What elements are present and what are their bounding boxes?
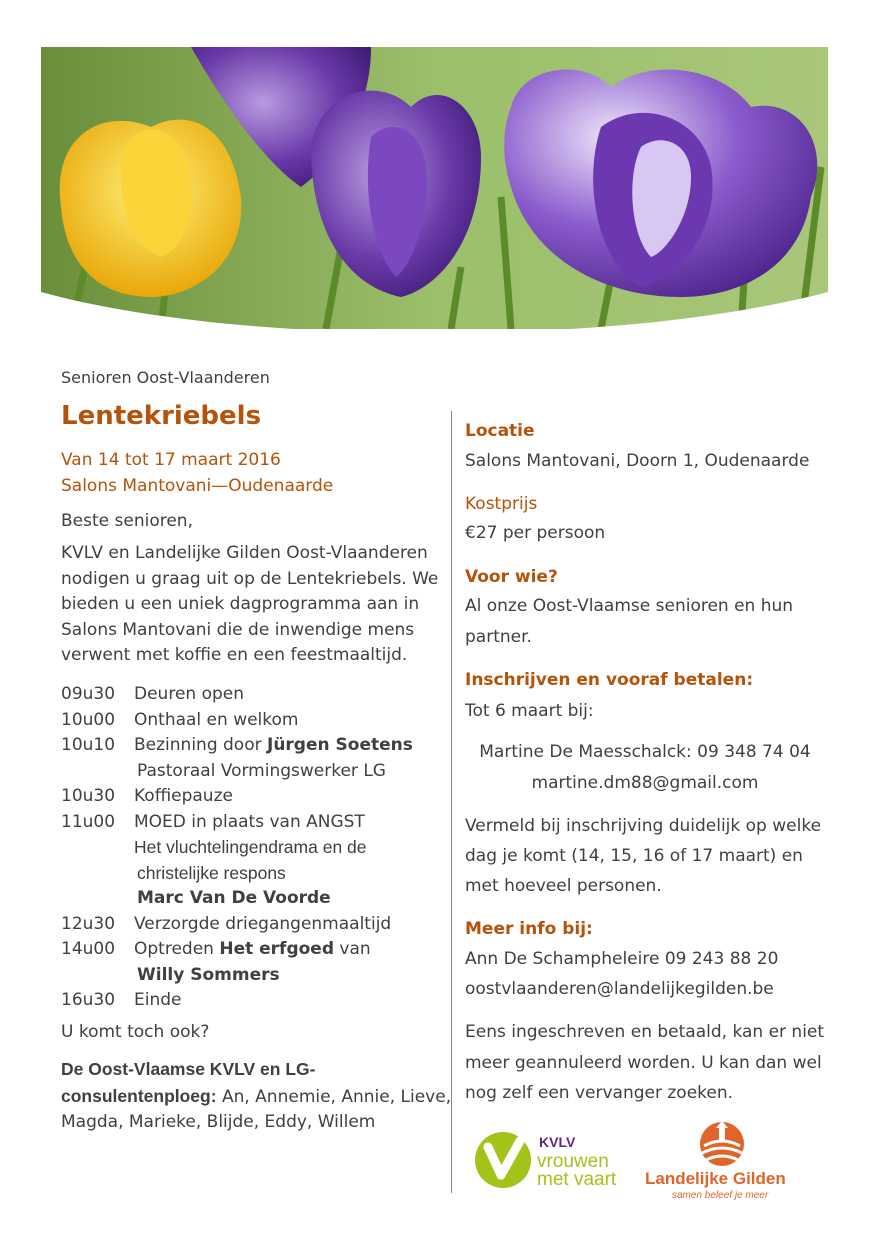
- kvlv-logo-line: vrouwen: [537, 1151, 609, 1172]
- section-heading-inschrijven: Inschrijven en vooraf betalen:: [465, 670, 754, 690]
- schedule-time: 12u30: [61, 913, 116, 934]
- team-label: consulentenploeg:: [61, 1085, 217, 1106]
- event-venue: Salons Mantovani—Oudenaarde: [61, 476, 334, 496]
- info-contact: Ann De Schampheleire 09 243 88 20: [465, 949, 779, 969]
- schedule-item: Koffiepauze: [134, 786, 233, 806]
- page-title: Lentekriebels: [61, 401, 262, 431]
- registration-note: Vermeld bij inschrijving duidelijk op welke: [465, 816, 822, 836]
- schedule-item: Verzorgde driegangenmaaltijd: [134, 913, 392, 934]
- price-text: €27 per persoon: [465, 523, 606, 543]
- performance-title: Het erfgoed: [219, 939, 335, 959]
- section-heading-kostprijs: Kostprijs: [465, 494, 538, 514]
- team-names: Magda, Marieke, Blijde, Eddy, Willem: [61, 1112, 376, 1132]
- speaker-role: Pastoraal Vormingswerker LG: [137, 760, 386, 781]
- audience-text: partner.: [465, 627, 532, 647]
- kvlv-logo-line: met vaart: [537, 1169, 617, 1190]
- schedule-item-text: van: [334, 939, 371, 959]
- intro-line: Salons Mantovani die de inwendige mens: [61, 619, 415, 640]
- kvlv-logo: [473, 1125, 633, 1195]
- schedule-time: 09u30: [61, 684, 116, 704]
- schedule-time: 14u00: [61, 939, 116, 959]
- talk-subtitle: Het vluchtelingendrama en de: [134, 837, 367, 857]
- speaker-name: Marc Van De Voorde: [137, 888, 331, 908]
- contact-phone: Martine De Maesschalck: 09 348 74 04: [479, 742, 811, 762]
- cancellation-note: meer geannuleerd worden. U kan dan wel: [465, 1053, 822, 1073]
- schedule-item: Einde: [134, 990, 182, 1010]
- section-heading-voor-wie: Voor wie?: [465, 567, 558, 587]
- speaker-name: Jürgen Soetens: [267, 735, 413, 755]
- organization-name: Senioren Oost-Vlaanderen: [61, 368, 270, 387]
- intro-line: bieden u een uniek dagprogramma aan in: [61, 594, 420, 614]
- team-names: An, Annemie, Annie, Lieve,: [216, 1086, 452, 1107]
- intro-line: verwent met koffie en een feestmaaltijd.: [61, 645, 408, 665]
- kvlv-logo-name: KVLV: [539, 1134, 576, 1150]
- lg-logo-name: Landelijke Gilden: [645, 1169, 786, 1188]
- landelijke-gilden-logo: [640, 1118, 810, 1203]
- schedule-item: Onthaal en welkom: [134, 709, 299, 730]
- cancellation-note: Eens ingeschreven en betaald, kan er niet: [465, 1022, 825, 1042]
- schedule-time: 16u30: [61, 990, 116, 1010]
- greeting: Beste senioren,: [61, 511, 193, 531]
- schedule-item: [134, 733, 413, 759]
- section-heading-locatie: Locatie: [465, 421, 535, 441]
- schedule-time: 11u00: [61, 811, 116, 832]
- location-text: Salons Mantovani, Doorn 1, Oudenaarde: [465, 451, 810, 471]
- closing-question: U komt toch ook?: [61, 1022, 210, 1042]
- schedule-time: 10u10: [61, 735, 116, 755]
- registration-note: met hoeveel personen.: [465, 876, 662, 896]
- schedule-item: Deuren open: [134, 684, 245, 704]
- schedule-item-text: Optreden: [134, 939, 220, 959]
- talk-subtitle: christelijke respons: [137, 862, 286, 883]
- team-label: De Oost-Vlaamse KVLV en LG-: [61, 1059, 316, 1079]
- schedule-time: 10u30: [61, 786, 116, 806]
- schedule-time: 10u00: [61, 709, 116, 730]
- team-signature: [61, 1057, 451, 1136]
- schedule-item-text: Bezinning door: [134, 735, 267, 755]
- column-divider: [451, 411, 452, 1193]
- hero-crocus-photo: [41, 47, 828, 329]
- schedule-item: MOED in plaats van ANGST: [134, 811, 365, 832]
- contact-email[interactable]: martine.dm88@gmail.com: [531, 773, 759, 793]
- intro-line: nodigen u graag uit op de Lentekriebels. We: [61, 568, 439, 589]
- intro-paragraph: [61, 541, 441, 669]
- registration-note: dag je komt (14, 15, 16 of 17 maart) en: [465, 846, 803, 866]
- schedule-item: [134, 937, 371, 963]
- section-heading-meer-info: Meer info bij:: [465, 919, 593, 939]
- cancellation-note: nog zelf een vervanger zoeken.: [465, 1083, 734, 1103]
- info-email[interactable]: oostvlaanderen@landelijkegilden.be: [465, 979, 774, 999]
- registration-deadline: Tot 6 maart bij:: [465, 701, 594, 721]
- intro-line: KVLV en Landelijke Gilden Oost-Vlaanderen: [61, 543, 428, 563]
- event-dates: Van 14 tot 17 maart 2016: [61, 450, 281, 470]
- audience-text: Al onze Oost-Vlaamse senioren en hun: [465, 596, 794, 616]
- lg-logo-tagline: samen beleef je meer: [672, 1190, 769, 1201]
- performer-name: Willy Sommers: [137, 964, 280, 985]
